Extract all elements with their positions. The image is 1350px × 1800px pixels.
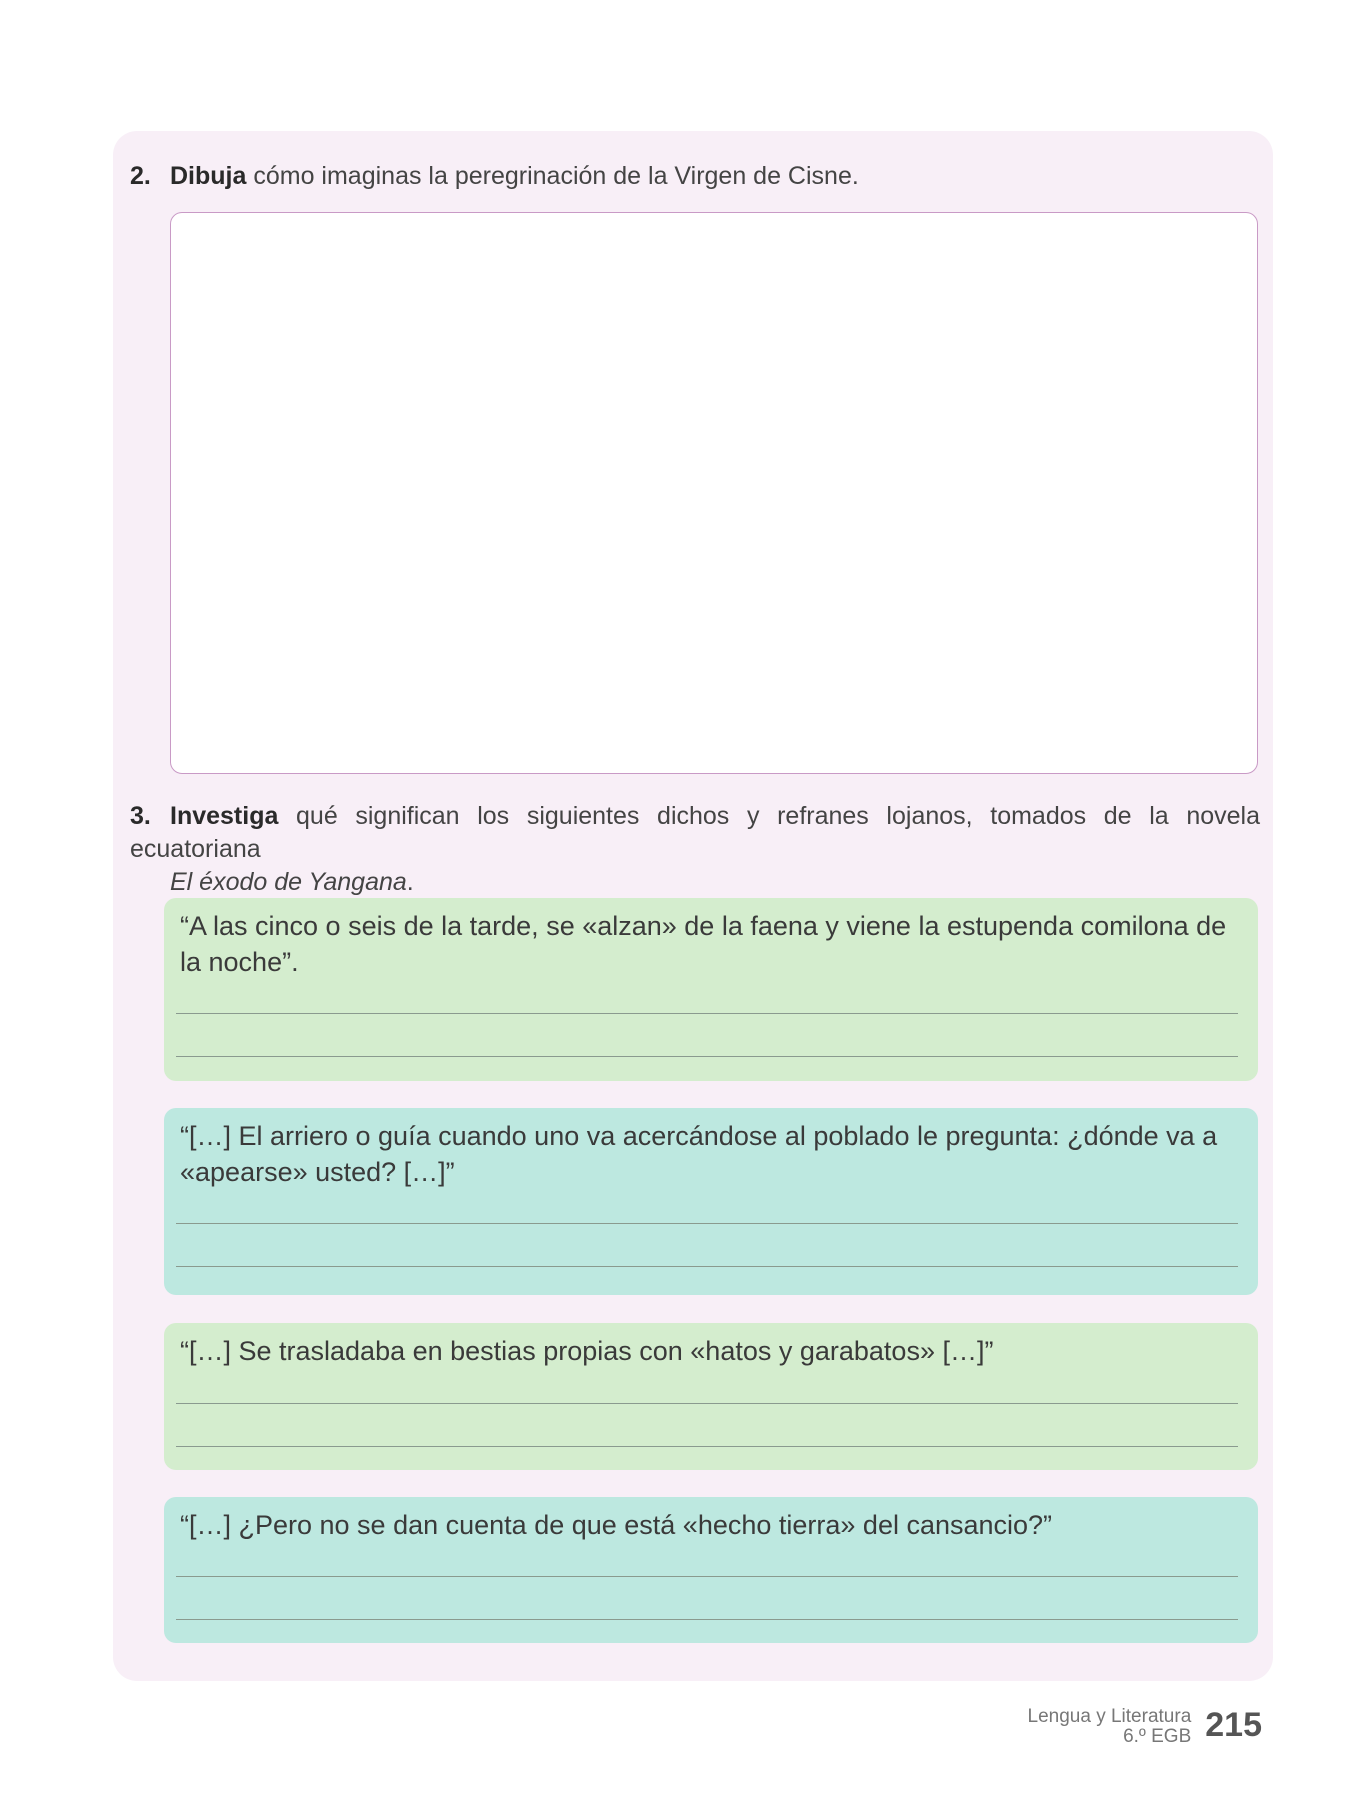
question-3 (130, 800, 1260, 899)
answer-line[interactable] (176, 1266, 1238, 1267)
saying-card-3 (164, 1323, 1258, 1470)
saying-quote: “[…] Se trasladaba en bestias propias con «hatos y garabatos» […]” (180, 1336, 994, 1366)
answer-line[interactable] (176, 1223, 1238, 1224)
question-verb: Dibuja (170, 162, 247, 190)
answer-line[interactable] (176, 1013, 1238, 1014)
question-number: 3. (130, 802, 151, 830)
page-number: 215 (1205, 1706, 1262, 1744)
saying-card-1 (164, 898, 1258, 1081)
answer-line[interactable] (176, 1056, 1238, 1057)
book-info (1028, 1707, 1192, 1747)
grade-label: 6.º EGB (1123, 1726, 1192, 1747)
question-text: qué significan los siguientes dichos y refranes lojanos, tomados de la novela ecuatoriana (130, 802, 1260, 863)
answer-line[interactable] (176, 1403, 1238, 1404)
question-continuation (130, 866, 1260, 899)
saying-card-2 (164, 1108, 1258, 1295)
question-verb: Investiga (170, 802, 279, 830)
answer-line[interactable] (176, 1446, 1238, 1447)
answer-line[interactable] (176, 1619, 1238, 1620)
question-period: . (406, 868, 414, 896)
drawing-area[interactable] (170, 212, 1258, 774)
novel-title: El éxodo de Yangana (170, 868, 407, 896)
answer-line[interactable] (176, 1576, 1238, 1577)
question-2 (130, 160, 1260, 193)
question-number: 2. (130, 162, 151, 190)
saying-quote: “A las cinco o seis de la tarde, se «alzan» de la faena y viene la estupenda comilona de la noche”. (180, 911, 1227, 977)
saying-card-4 (164, 1497, 1258, 1643)
saying-quote: “[…] ¿Pero no se dan cuenta de que está «hecho tierra» del cansancio?” (180, 1510, 1053, 1540)
question-text: cómo imaginas la peregrinación de la Virgen de Cisne. (246, 162, 859, 190)
page-footer (1028, 1705, 1262, 1755)
subject-label: Lengua y Literatura (1027, 1706, 1192, 1727)
saying-quote: “[…] El arriero o guía cuando uno va acercándose al poblado le pregunta: ¿dónde va a «apearse» usted? […]” (180, 1121, 1218, 1187)
